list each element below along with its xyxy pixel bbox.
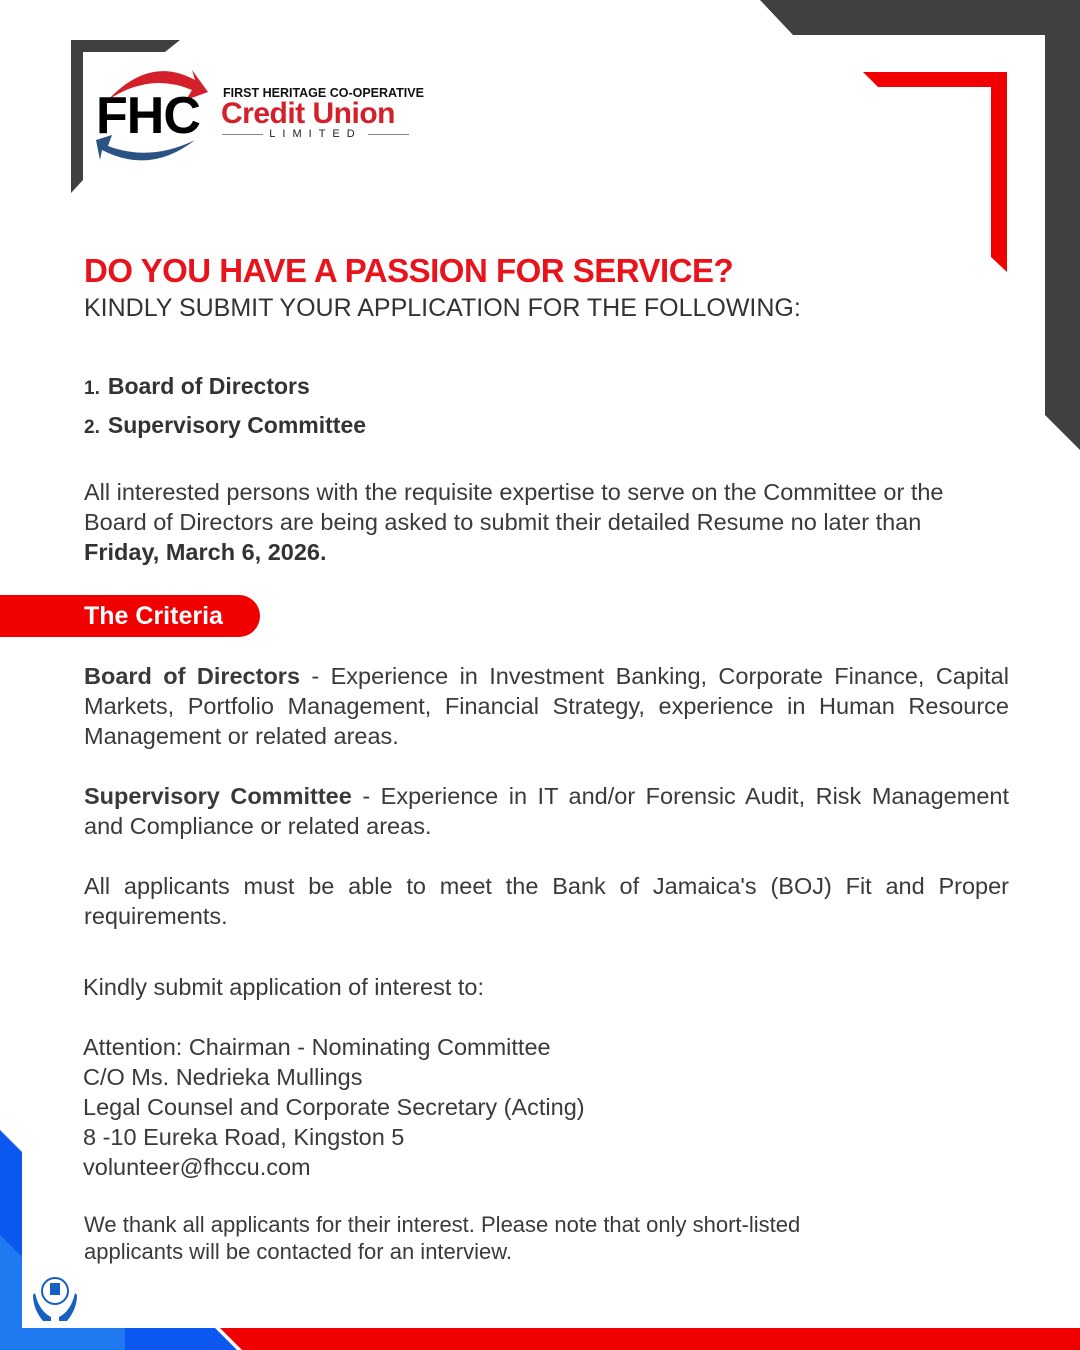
criteria-supervisory: Supervisory Committee - Experience in IT and/or Forensic Audit, Risk Management and Compliance or related areas.	[84, 783, 1009, 839]
submit-intro: Kindly submit application of interest to:	[83, 974, 485, 1000]
page-subtitle: KINDLY SUBMIT YOUR APPLICATION FOR THE FOLLOWING:	[84, 294, 801, 322]
list-item: 1. Board of Directors	[84, 373, 310, 399]
logo-line3: LIMITED	[222, 129, 409, 140]
logo-line2: Credit Union	[221, 97, 395, 130]
logo-mark: FHC	[96, 87, 200, 145]
address-line: Attention: Chairman - Nominating Committee	[83, 1034, 551, 1060]
address-line: Legal Counsel and Corporate Secretary (Acting)	[83, 1094, 585, 1120]
address-line: C/O Ms. Nedrieka Mullings	[83, 1064, 363, 1090]
list-item: 2. Supervisory Committee	[84, 412, 367, 438]
boj-note: All applicants must be able to meet the Bank of Jamaica's (BOJ) Fit and Proper requirements.	[84, 873, 1009, 929]
address-line: 8 -10 Eureka Road, Kingston 5	[83, 1124, 405, 1150]
email-link[interactable]: volunteer@fhccu.com	[83, 1154, 311, 1180]
page-title: DO YOU HAVE A PASSION FOR SERVICE?	[84, 252, 734, 289]
criteria-badge: The Criteria	[0, 595, 260, 637]
address-block	[83, 1032, 1008, 1182]
coop-globe-hands-icon	[33, 1278, 77, 1321]
main-content	[0, 477, 1080, 1265]
criteria-board: Board of Directors - Experience in Investment Banking, Corporate Finance, Capital Markets, Portfolio Management, Financial Strategy, experience in Human Resource Management or related areas.	[84, 663, 1009, 749]
logo-line1: FIRST HERITAGE CO-OPERATIVE	[223, 86, 424, 100]
closing-note: We thank all applicants for their interest. Please note that only short-listed applicants will be contacted for an interview.	[84, 1212, 801, 1264]
intro-paragraph: All interested persons with the requisite expertise to serve on the Committee or the Board of Directors are being asked to submit their detailed Resume no later than Friday, March 6, 2026.	[84, 479, 944, 565]
